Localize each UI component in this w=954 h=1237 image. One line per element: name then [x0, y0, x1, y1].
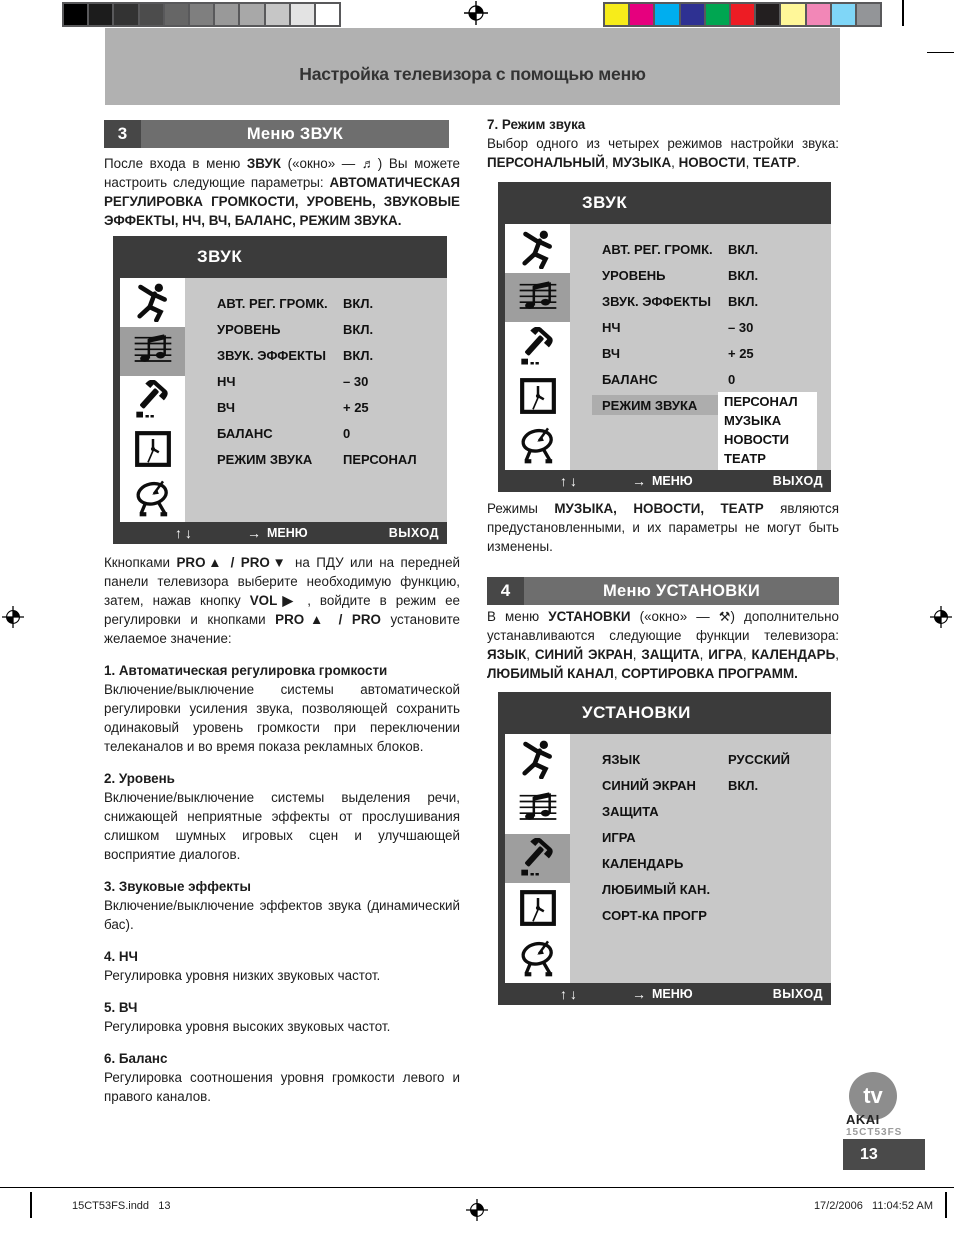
right-arrow-icon: → [247, 525, 261, 541]
tv-menu-sidebar [505, 224, 570, 470]
calibration-swatch [832, 4, 855, 25]
calibration-swatch [165, 4, 188, 25]
tv-menu-title: УСТАНОВКИ [582, 703, 691, 722]
satellite-icon [120, 473, 185, 522]
sound-mode-dropdown [718, 392, 817, 470]
calibration-swatch [706, 4, 729, 25]
right-arrow-icon: → [632, 986, 646, 1002]
tv-menu-screenshot-sound [113, 236, 447, 544]
section-number: 3 [104, 120, 141, 148]
menu-row [185, 420, 447, 446]
menu-item-value: + 25 [343, 399, 369, 415]
calibration-swatch [681, 4, 704, 25]
setup-menu-intro [487, 607, 839, 683]
section-title: Меню УСТАНОВКИ [524, 577, 839, 605]
menu-item-label: БАЛАНС [602, 371, 658, 387]
menu-item-value: ВКЛ. [728, 267, 759, 283]
hammer-icon: ⚒ [718, 609, 731, 624]
music-staff-icon: ♬ [361, 156, 378, 171]
menu-item-label: БАЛАНС [217, 425, 273, 441]
menu-item-label: КАЛЕНДАРЬ [602, 855, 684, 871]
up-down-arrows-icon: ↑↓ [175, 525, 195, 541]
satellite-icon [505, 933, 570, 983]
menu-item-label: СОРТ-КА ПРОГР [602, 907, 707, 923]
menu-item-value: – 30 [728, 319, 754, 335]
menu-item-label: ЗВУК. ЭФФЕКТЫ [217, 347, 326, 363]
menu-item-label: УРОВЕНЬ [217, 321, 281, 337]
person-icon [505, 734, 570, 784]
menu-row [185, 342, 447, 368]
intro-text-post: ) дополнительно устанавливаются следующие функции телевизора: ЯЗЫК, СИНИЙ ЭКРАН, ЗАЩИТА, ИГРА, КАЛЕНДАРЬ, ЛЮБИМЫЙ КАНАЛ, СОРТИРОВКА ПРОГРАММ. [487, 609, 839, 681]
calibration-swatch [316, 4, 339, 25]
menu-row [570, 850, 831, 876]
calibration-swatch [655, 4, 678, 25]
clock-icon [505, 883, 570, 933]
tools-icon [120, 376, 185, 425]
menu-item-label: АВТ. РЕГ. ГРОМК. [217, 295, 328, 311]
akai-tv-logo: tv [849, 1072, 897, 1120]
numbered-item [104, 661, 460, 756]
calibration-swatch [140, 4, 163, 25]
calibration-swatch [731, 4, 754, 25]
menu-row [570, 876, 831, 902]
menu-item-label: НЧ [602, 319, 621, 335]
numbered-item [104, 998, 460, 1036]
intro-text-pre: В меню УСТАНОВКИ («окно» — [487, 609, 719, 624]
registration-mark [930, 606, 952, 633]
sound-mode-option: ПЕРСОНАЛ [724, 394, 798, 409]
footer-timestamp: 17/2/2006 11:04:52 AM [813, 1200, 933, 1212]
section-number: 4 [487, 577, 524, 605]
menu-row [570, 314, 831, 340]
preset-modes-note: Режимы МУЗЫКА, НОВОСТИ, ТЕАТР являются предустановленными, и их параметры не могут быть изменены. [487, 501, 839, 554]
menu-item-label: СИНИЙ ЭКРАН [602, 777, 696, 793]
brand-name: AKAI [846, 1112, 880, 1127]
right-arrow-icon: → [632, 473, 646, 489]
tv-menu-body [185, 278, 447, 522]
item-body: Включение/выключение системы автоматической регулировки усиления звука, позволяющей сохранить одинаковый уровень громкости при переключении телеканалов и во время показа рекламных блоков. [104, 682, 460, 754]
sound-menu-intro [104, 154, 460, 230]
page-title: Настройка телевизора с помощью меню [299, 64, 646, 84]
item-body: Включение/выключение системы выделения речи, снижающей неприятные эффекты от прослушивания слишком шумных игровых сцен и улучшающей восприятие диалогов. [104, 790, 460, 862]
item-heading: 4. НЧ [104, 949, 138, 964]
menu-label: МЕНЮ [267, 526, 308, 540]
calibration-swatch [266, 4, 289, 25]
tv-menu-sidebar [120, 278, 185, 522]
music-notes-icon [505, 273, 570, 322]
menu-item-value: ВКЛ. [343, 347, 374, 363]
menu-row [570, 262, 831, 288]
item-heading: 6. Баланс [104, 1051, 168, 1066]
music-notes-icon [505, 784, 570, 834]
menu-item-value: РУССКИЙ [728, 751, 790, 767]
calibration-swatch [64, 4, 87, 25]
tv-menu-title: ЗВУК [197, 247, 243, 266]
menu-item-label: ЛЮБИМЫЙ КАН. [602, 881, 711, 897]
item-heading: 2. Уровень [104, 771, 175, 786]
page-header [105, 28, 840, 105]
tv-menu-body [570, 734, 831, 983]
tools-icon [505, 322, 570, 371]
crop-mark [902, 0, 904, 26]
menu-item-value: ВКЛ. [343, 295, 374, 311]
menu-item-label: РЕЖИМ ЗВУКА [592, 395, 718, 415]
menu-item-label: НЧ [217, 373, 236, 389]
clock-icon [120, 424, 185, 473]
calibration-swatch [291, 4, 314, 25]
tv-menu-screenshot-setup [498, 692, 831, 1005]
calibration-swatch [114, 4, 137, 25]
up-down-arrows-icon: ↑↓ [560, 473, 580, 489]
tv-menu-footer [498, 470, 831, 492]
tv-menu-main [505, 734, 831, 983]
crop-mark [927, 52, 954, 53]
menu-row [570, 772, 831, 798]
menu-row [570, 236, 831, 262]
color-calibration-bar [603, 2, 882, 27]
menu-label: МЕНЮ [652, 474, 693, 488]
footer-filename: 15CT53FS.indd 13 [72, 1200, 171, 1212]
section-title: Меню ЗВУК [141, 120, 449, 148]
grayscale-calibration-bar [62, 2, 341, 27]
tv-menu-footer [113, 522, 447, 544]
tv-menu-screenshot-sound-mode [498, 182, 831, 492]
tv-menu-main [120, 278, 447, 522]
clock-icon [505, 372, 570, 421]
numbered-item [104, 877, 460, 934]
menu-item-label: АВТ. РЕГ. ГРОМК. [602, 241, 713, 257]
calibration-swatch [857, 4, 880, 25]
menu-row [570, 902, 831, 928]
menu-row [570, 798, 831, 824]
menu-item-label: ВЧ [602, 345, 621, 361]
numbered-items [104, 661, 460, 1106]
menu-row [570, 366, 831, 392]
music-notes-icon [120, 327, 185, 376]
page-edge-line [0, 1187, 954, 1188]
calibration-swatch [240, 4, 263, 25]
menu-item-label: ЗВУК. ЭФФЕКТЫ [602, 293, 711, 309]
menu-item-value: – 30 [343, 373, 369, 389]
registration-mark [2, 606, 24, 633]
sound-mode-option: ТЕАТР [724, 451, 766, 466]
menu-item-label: РЕЖИМ ЗВУКА [217, 451, 313, 467]
registration-mark [466, 1199, 488, 1226]
menu-item-value: 0 [343, 425, 351, 441]
intro-text-post: ) Вы можете настроить следующие параметры: АВТОМАТИЧЕСКАЯ РЕГУЛИРОВКА ГРОМКОСТИ, УРОВЕНЬ, ЗВУКОВЫЕ ЭФФЕКТЫ, НЧ, ВЧ, БАЛАНС, РЕЖИМ ЗВУКА. [104, 156, 460, 228]
item-body: Выбор одного из четырех режимов настройки звука: ПЕРСОНАЛЬНЫЙ, МУЗЫКА, НОВОСТИ, ТЕАТР. [487, 136, 839, 170]
section-header-sound-menu [104, 120, 449, 148]
menu-item-value: ПЕРСОНАЛ [343, 451, 417, 467]
menu-row [185, 290, 447, 316]
menu-item-label: УРОВЕНЬ [602, 267, 666, 283]
numbered-item [104, 769, 460, 864]
menu-item-value: ВКЛ. [343, 321, 374, 337]
menu-item-value: ВКЛ. [728, 777, 759, 793]
exit-label: ВЫХОД [772, 987, 823, 1001]
menu-item-label: ЗАЩИТА [602, 803, 659, 819]
brand-model: 15CT53FS [846, 1127, 903, 1138]
menu-item-value: 0 [728, 371, 736, 387]
calibration-swatch [756, 4, 779, 25]
calibration-swatch [215, 4, 238, 25]
item-body: Регулировка уровня низких звуковых частот. [104, 968, 381, 983]
menu-item-value: ВКЛ. [728, 293, 759, 309]
menu-label: МЕНЮ [652, 987, 693, 1001]
controls-note: Ккнопками PRO▲ / PRO▼ на ПДУ или на передней панели телевизора выберите необходимую функцию, затем, нажав кнопку VOL▶ , войдите в режим ее регулировки и кнопками PRO▲ / PRO установите желаемое значение: [104, 555, 461, 646]
item-heading: 7. Режим звука [487, 117, 586, 132]
menu-item-value: + 25 [728, 345, 754, 361]
item-heading: 1. Автоматическая регулировка громкости [104, 663, 388, 678]
menu-item-value: ВКЛ. [728, 241, 759, 257]
menu-row [570, 746, 831, 772]
item-body: Включение/выключение эффектов звука (динамический бас). [104, 898, 460, 932]
page-number: 13 [843, 1139, 925, 1170]
crop-mark [30, 1192, 32, 1218]
menu-row [185, 446, 447, 472]
exit-label: ВЫХОД [388, 526, 439, 540]
person-icon [120, 278, 185, 327]
calibration-swatch [190, 4, 213, 25]
menu-item-label: ИГРА [602, 829, 636, 845]
up-down-arrows-icon: ↑↓ [560, 986, 580, 1002]
menu-row [570, 288, 831, 314]
sound-mode-option: МУЗЫКА [724, 413, 782, 428]
calibration-swatch [781, 4, 804, 25]
satellite-icon [505, 421, 570, 470]
menu-row [185, 394, 447, 420]
sound-mode-option: НОВОСТИ [724, 432, 790, 447]
tv-menu-footer [498, 983, 831, 1005]
item-body: Регулировка уровня высоких звуковых частот. [104, 1019, 391, 1034]
sound-menu-descriptions [104, 553, 460, 1106]
menu-row [570, 340, 831, 366]
section-header-setup-menu [487, 577, 839, 605]
calibration-swatch [630, 4, 653, 25]
sound-mode-item [487, 115, 839, 172]
menu-row [185, 368, 447, 394]
intro-text-pre: После входа в меню ЗВУК («окно» — [104, 156, 362, 171]
calibration-swatch [605, 4, 628, 25]
item-body: Регулировка соотношения уровня громкости левого и правого каналов. [104, 1070, 460, 1104]
tv-menu-sidebar [505, 734, 570, 983]
numbered-item [104, 947, 460, 985]
menu-item-label: ВЧ [217, 399, 236, 415]
item-heading: 3. Звуковые эффекты [104, 879, 251, 894]
person-icon [505, 224, 570, 273]
numbered-item [104, 1049, 460, 1106]
menu-item-label: ЯЗЫК [602, 751, 641, 767]
calibration-swatch [807, 4, 830, 25]
tools-icon [505, 834, 570, 884]
registration-mark [464, 1, 488, 30]
menu-row [570, 824, 831, 850]
menu-row [185, 316, 447, 342]
tv-menu-title: ЗВУК [582, 193, 628, 212]
crop-mark [945, 1192, 947, 1218]
exit-label: ВЫХОД [772, 474, 823, 488]
calibration-swatch [89, 4, 112, 25]
item-heading: 5. ВЧ [104, 1000, 138, 1015]
